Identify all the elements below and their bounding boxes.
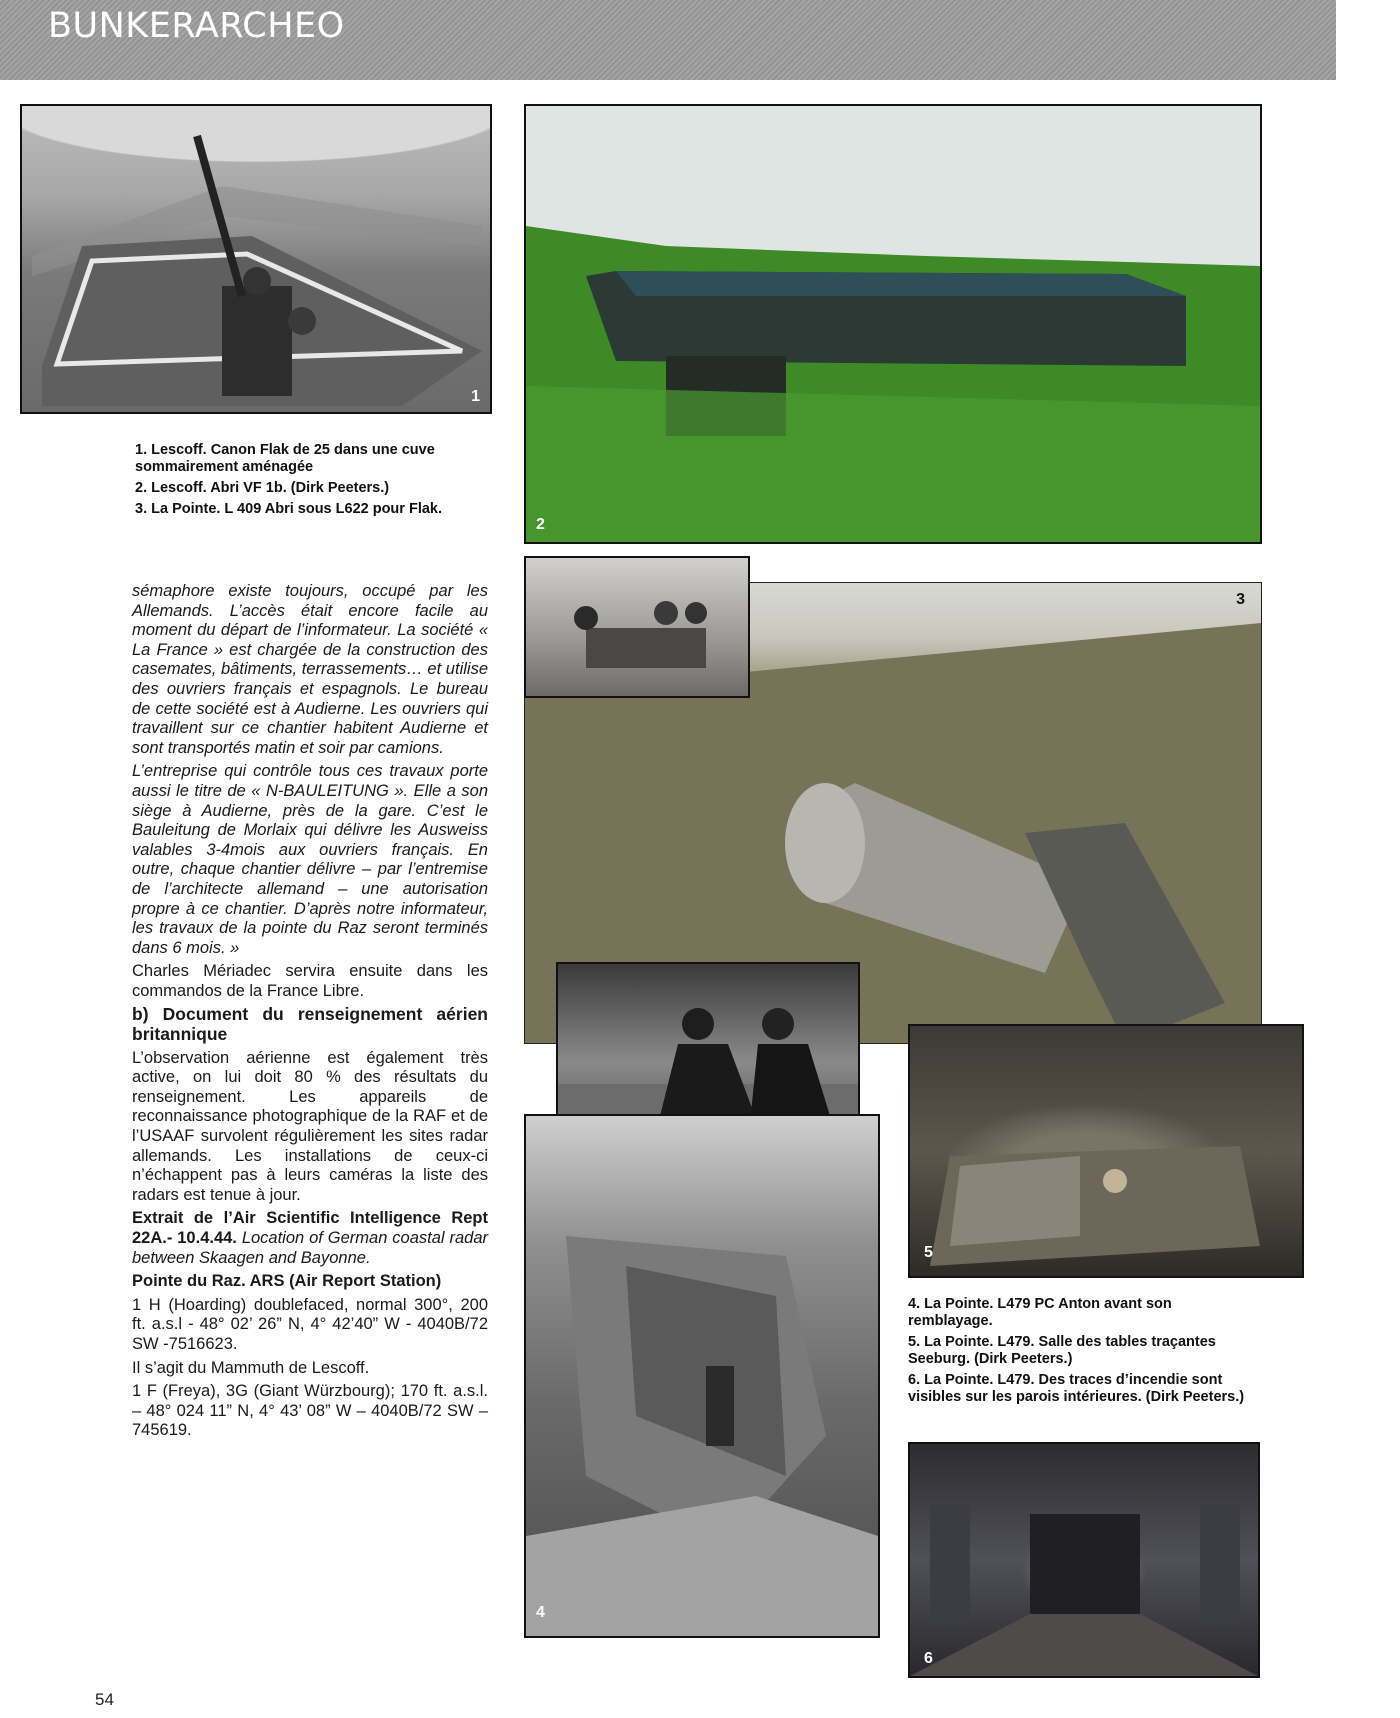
body-para-5: 1 H (Hoarding) doublefaced, normal 300°, 200 ft. a.s.l - 48° 02’ 26” N, 4° 42’40” W - 4040B/72 SW -7516623. — [132, 1295, 488, 1353]
extract-subtitle: Location of German coastal radar between Skaagen and Bayonne. — [132, 1229, 488, 1267]
extract-paragraph — [132, 1209, 488, 1268]
station-heading: Pointe du Raz. ARS (Air Report Station) — [132, 1272, 442, 1291]
caption-1: 1. Lescoff. Canon Flak de 25 dans une cuve sommairement aménagée — [135, 442, 435, 475]
photo-2-drawing — [526, 106, 1260, 542]
captions-right — [908, 1296, 1260, 1410]
masthead-title: BUNKERARCHEO — [48, 6, 345, 46]
caption-4: 4. La Pointe. L479 PC Anton avant son remblayage. — [908, 1296, 1172, 1329]
caption-5: 5. La Pointe. L479. Salle des tables traçantes Seeburg. (Dirk Peeters.) — [908, 1334, 1216, 1367]
photo-4-pc-anton — [524, 1114, 880, 1638]
body-para-1: sémaphore existe toujours, occupé par les Allemands. L’accès était encore facile au moment du départ de l’informateur. La société « La France » est chargée de la construction des casemates, bâtiments, terrassements… et utilise des ouvriers français et espagnols. Le bureau de cette société est à Audierne. Les ouvriers qui travaillent sur ce chantier habitent Audierne et sont transportés matin et soir par camions. — [132, 582, 488, 757]
page-number: 54 — [95, 1690, 114, 1709]
captions-top — [135, 442, 493, 522]
body-para-2: L’entreprise qui contrôle tous ces travaux porte aussi le titre de « N-BAULEITUNG ». Elle a son siège à Audierne, près de la gare. C’est le Bauleitung de Morlaix qui délivre les Ausweiss valables 3-4mois aux ouvriers français. En outre, chaque chantier délivre – par l’entremise de l’architecte allemand – une autorisation propre à ce chantier. D’après notre informateur, les travaux de la pointe du Raz seront terminés dans 6 mois. » — [132, 762, 488, 957]
caption-3: 3. La Pointe. L 409 Abri sous L622 pour Flak. — [135, 501, 443, 517]
photo-2-abri-vf1b — [524, 104, 1262, 544]
photo-3-number: 3 — [1236, 591, 1245, 608]
article-column — [132, 582, 488, 1445]
extract-title: Extrait de l’Air Scientific Intelligence Rept 22A.- 10.4.44. — [132, 1209, 488, 1247]
photo-3-inset-drawing — [526, 558, 748, 696]
photo-1-drawing — [22, 106, 490, 412]
photo-3-inset-archival — [524, 556, 750, 698]
header-band — [0, 0, 1336, 80]
body-para-6: Il s’agit du Mammuth de Lescoff. — [132, 1358, 370, 1377]
body-para-4: L’observation aérienne est également très active, on lui doit 80 % des résultats du renseignement. Les appareils de reconnaissance photographique de la RAF et de l’USAAF survolent régulièrement les sites radar allemands. Les installations de ceux-ci n’échappent pas à leurs caméras la liste des radars est tenue à jour. — [132, 1048, 488, 1204]
photo-5-number: 5 — [924, 1244, 933, 1261]
photo-4-drawing — [526, 1116, 878, 1636]
caption-6: 6. La Pointe. L479. Des traces d’incendie sont visibles sur les parois intérieures. (Dirk Peeters.) — [908, 1372, 1245, 1405]
photo-2-number: 2 — [536, 516, 545, 533]
photo-6-drawing — [910, 1444, 1258, 1676]
photo-1-number: 1 — [471, 388, 480, 405]
photo-5-drawing — [910, 1026, 1302, 1276]
caption-2: 2. Lescoff. Abri VF 1b. (Dirk Peeters.) — [135, 480, 390, 496]
photo-5-salle-tables — [908, 1024, 1304, 1278]
body-para-7: 1 F (Freya), 3G (Giant Würzbourg); 170 ft. a.s.l. – 48° 024 11” N, 4° 43’ 08” W – 4040B/72 SW – 745619. — [132, 1382, 488, 1440]
photo-6-number: 6 — [924, 1650, 933, 1667]
section-heading-b: b) Document du renseignement aérien britannique — [132, 1004, 488, 1045]
body-para-3: Charles Mériadec servira ensuite dans les commandos de la France Libre. — [132, 962, 488, 1000]
photo-4-number: 4 — [536, 1604, 545, 1621]
photo-6-parois-incendie — [908, 1442, 1260, 1678]
photo-1-flak-lescoff — [20, 104, 492, 414]
